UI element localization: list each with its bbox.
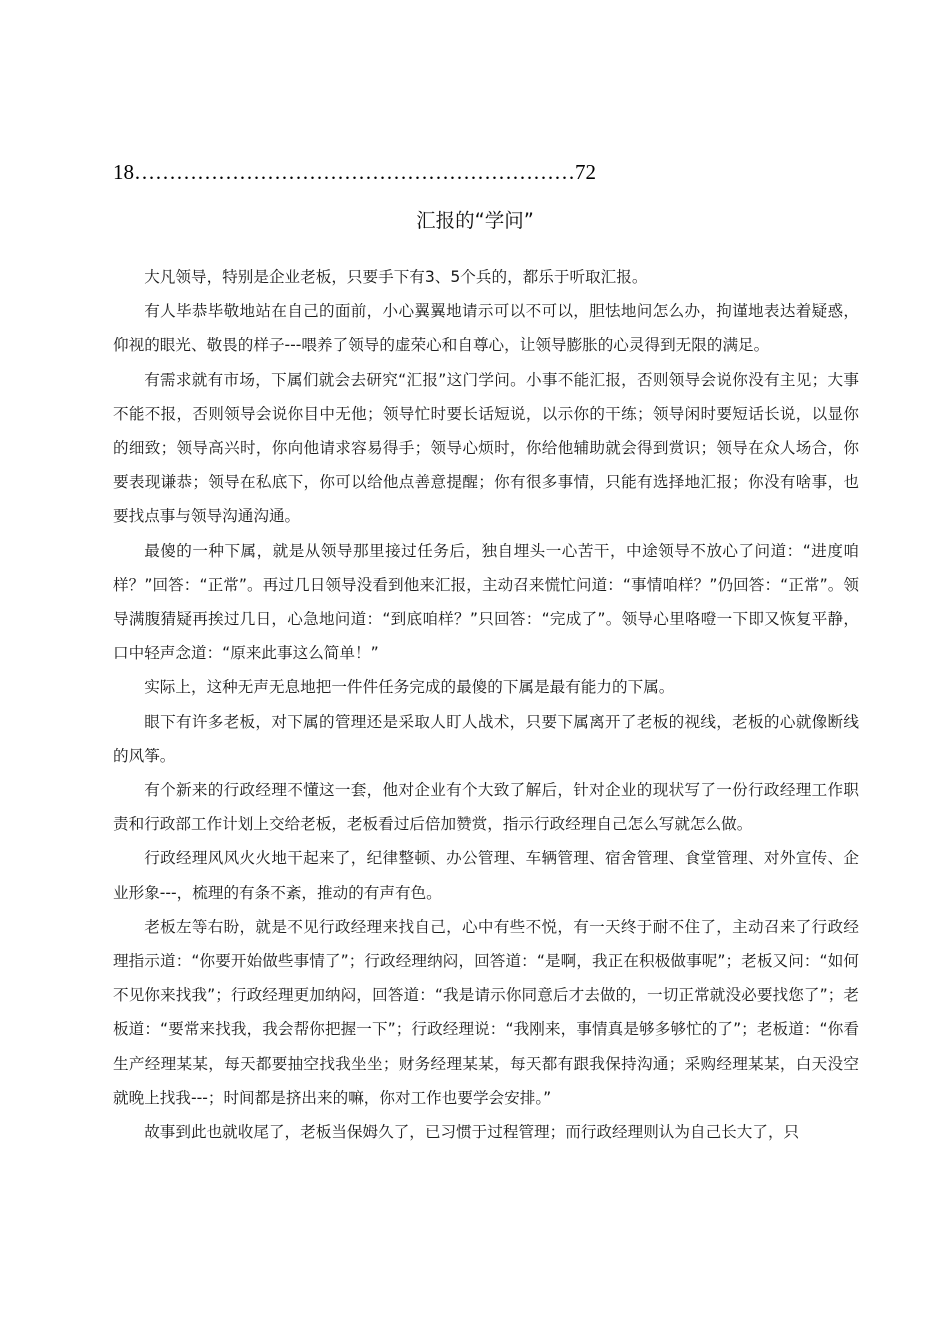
toc-number: 18 [113, 160, 134, 184]
toc-page-number: 72 [575, 160, 596, 184]
paragraph: 老板左等右盼，就是不见行政经理来找自己，心中有些不悦，有一天终于耐不住了，主动召来了行政经理指示道：“你要开始做些事情了”；行政经理纳闷，回答道：“是啊，我正在积极做事呢”；老板又问：“如何不见你来找我”；行政经理更加纳闷，回答道：“我是请示你同意后才去做的，一切正常就没必要找您了”；老板道：“要常来找我，我会帮你把握一下”；行政经理说：“我刚来，事情真是够多够忙的了”；老板道：“你看生产经理某某，每天都要抽空找我坐坐；财务经理某某，每天都有跟我保持沟通；采购经理某某，白天没空就晚上找我---；时间都是挤出来的嘛，你对工作也要学会安排。” [113, 917, 859, 1107]
paragraph: 有人毕恭毕敬地站在自己的面前，小心翼翼地请示可以不可以，胆怯地问怎么办，拘谨地表达着疑惑，仰视的眼光、敬畏的样子---喂养了领导的虚荣心和自尊心，让领导膨胀的心灵得到无限的满足。 [113, 302, 859, 355]
toc-entry [113, 158, 673, 186]
paragraph: 大凡领导，特别是企业老板，只要手下有3、5个兵的，都乐于听取汇报。 [144, 268, 648, 286]
paragraph: 有个新来的行政经理不懂这一套，他对企业有个大致了解后，针对企业的现状写了一份行政经理工作职责和行政部工作计划上交给老板，老板看过后倍加赞赏，指示行政经理自己怎么写就怎么做。 [113, 781, 859, 834]
paragraph: 眼下有许多老板，对下属的管理还是采取人盯人战术，只要下属离开了老板的视线，老板的心就像断线的风筝。 [113, 712, 859, 765]
paragraph: 最傻的一种下属，就是从领导那里接过任务后，独自埋头一心苦干，中途领导不放心了问道：“进度咱样？”回答：“正常”。再过几日领导没看到他来汇报，主动召来慌忙问道：“事情咱样？”仍回答：“正常”。领导满腹猜疑再挨过几日，心急地问道：“到底咱样？”只回答：“完成了”。领导心里咯噔一下即又恢复平静，口中轻声念道：“原来此事这么简单！” [113, 541, 859, 663]
article-body [113, 260, 859, 1149]
toc-leader: ……………………………………………………… [134, 160, 575, 184]
paragraph: 行政经理风风火火地干起来了，纪律整顿、办公管理、车辆管理、宿舍管理、食堂管理、对外宣传、企业形象---，梳理的有条不紊，推动的有声有色。 [113, 849, 859, 902]
paragraph: 实际上，这种无声无息地把一件件任务完成的最傻的下属是最有能力的下属。 [144, 678, 675, 697]
paragraph: 有需求就有市场，下属们就会去研究“汇报”这门学问。小事不能汇报，否则领导会说你没有主见；大事不能不报，否则领导会说你目中无他；领导忙时要长话短说，以示你的干练；领导闲时要短话长说，以显你的细致；领导高兴时，你向他请求容易得手；领导心烦时，你给他辅助就会得到赏识；领导在众人场合，你要表现谦恭；领导在私底下，你可以给他点善意提醒；你有很多事情，只能有选择地汇报；你没有啥事，也要找点事与领导沟通沟通。 [113, 370, 859, 526]
paragraph: 故事到此也就收尾了，老板当保姆久了，已习惯于过程管理；而行政经理则认为自己长大了，只 [144, 1123, 800, 1142]
article-title: 汇报的“学问” [416, 209, 534, 232]
